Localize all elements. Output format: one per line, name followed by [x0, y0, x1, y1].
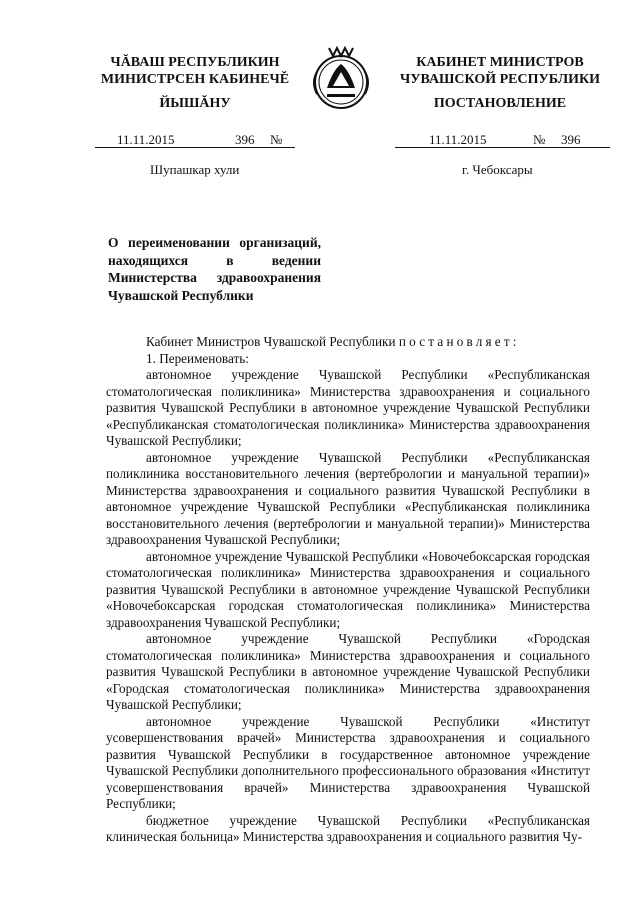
item-1: 1. Переименовать: [146, 350, 249, 366]
right-date-line [395, 132, 610, 150]
document-subject: О переименовании организаций, находящихся в ведении Министерства здравоохранения Чувашской Республики [108, 235, 321, 303]
header-right-line1: КАБИНЕТ МИНИСТРОВ [416, 55, 584, 70]
left-date: 11.11.2015 [117, 132, 175, 147]
header-left-title: ЙЫШĂНУ [159, 96, 231, 111]
header-right-line2: ЧУВАШСКОЙ РЕСПУБЛИКИ [399, 72, 601, 87]
intro-decree-word: постановляет: [398, 334, 520, 349]
chuvash-emblem-icon [305, 42, 377, 114]
left-number: 396 [235, 132, 255, 147]
left-no-sign: № [270, 132, 283, 147]
body-paragraph: автономное учреждение Чувашской Республики «Новочебоксарская городская стоматологическая поликлиника» Министерства здравоохранения и социального развития Чувашской Республики в автономное учреждение Чувашской Республики «Новочебоксарская городская стоматологическая поликлиника» Министерства здравоохранения Чувашской Республики; [106, 548, 590, 630]
document-body [106, 334, 590, 846]
right-no-sign: № [533, 132, 546, 147]
body-paragraph: автономное учреждение Чувашской Республики «Городская стоматологическая поликлиника» Министерства здравоохранения и социального развития Чувашской Республики в автономное учреждение Чувашской Республики «Городская стоматологическая поликлиника» Министерства здравоохранения Чувашской Республики; [106, 631, 590, 712]
body-paragraph: автономное учреждение Чувашской Республики «Институт усовершенствования врачей» Министерства здравоохранения и социального развития Чувашской Республики в государственное автономное учреждение Чувашской Республики дополнительного профессионального образования «Институт усовершенствования врачей» Министерства здравоохранения Чувашской Республики; [106, 713, 590, 811]
right-city: г. Чебоксары [462, 162, 533, 177]
intro-paragraph [106, 334, 590, 351]
header-left-line1: ЧĂВАШ РЕСПУБЛИКИН [110, 55, 280, 70]
body-paragraph: бюджетное учреждение Чувашской Республики «Республиканская клиническая больница» Министерства здравоохранения и социального развития Чу- [106, 812, 590, 844]
left-date-line [95, 132, 295, 150]
body-paragraph: автономное учреждение Чувашской Республики «Республиканская поликлиника восстановительного лечения (вертебрологии и мануальной терапии)» Министерства здравоохранения и социального развития Чувашской Республики в автономное учреждение Чувашской Республики «Республиканская поликлиника восстановительного лечения (вертебрологии и мануальной терапии)» Министерства здравоохранения Чувашской Республики; [106, 449, 590, 547]
right-date: 11.11.2015 [429, 132, 487, 147]
body-paragraph: автономное учреждение Чувашской Республики «Республиканская стоматологическая поликлиника» Министерства здравоохранения и социального развития Чувашской Республики в автономное учреждение Чувашской Республики «Республиканская стоматологическая поликлиника» Министерства здравоохранения Чувашской Республики; [106, 367, 590, 448]
header-right-title: ПОСТАНОВЛЕНИЕ [433, 96, 567, 111]
header-left-line2: МИНИСТРСЕН КАБИНЕЧĚ [100, 72, 290, 87]
header-right-block [390, 54, 610, 88]
left-city: Шупашкар хули [150, 162, 240, 177]
right-number: 396 [561, 132, 581, 147]
intro-prefix: Кабинет Министров Чувашской Республики [146, 334, 396, 349]
header-left-block [95, 54, 295, 88]
